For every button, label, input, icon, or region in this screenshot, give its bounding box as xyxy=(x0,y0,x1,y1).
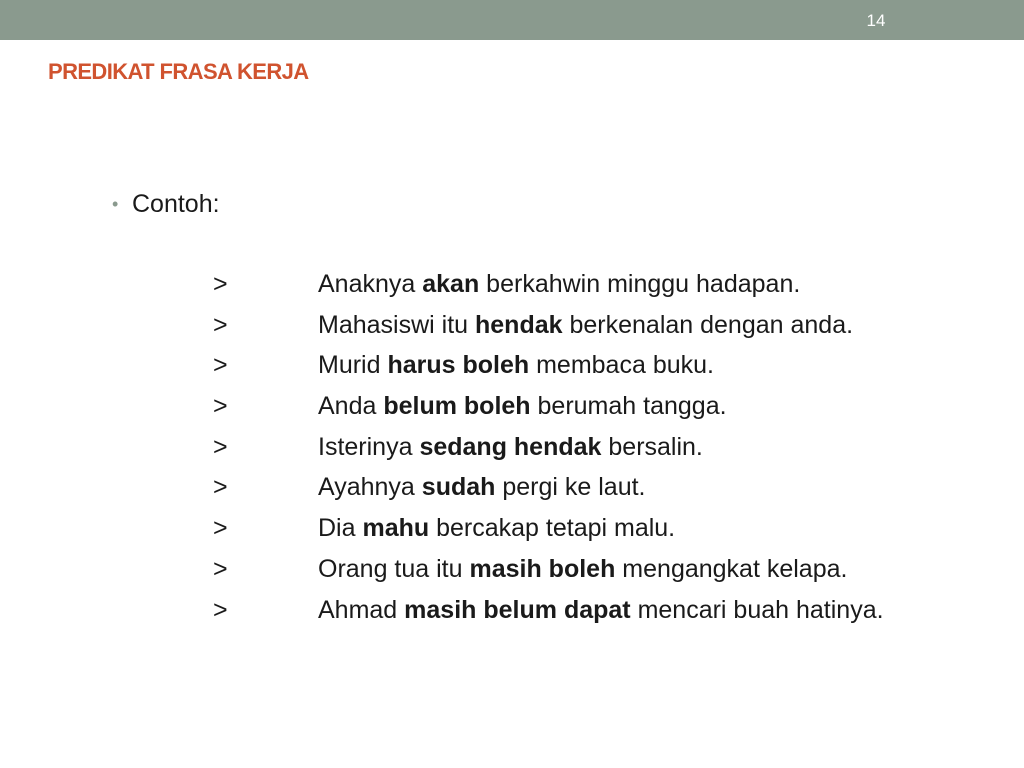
example-row-7 xyxy=(0,512,1024,553)
example-list xyxy=(0,268,1024,634)
example-sentence xyxy=(318,309,853,341)
arrow-marker: > xyxy=(213,392,228,421)
verb-phrase-aux: sedang hendak xyxy=(419,432,602,461)
sentence-after: mengangkat kelapa. xyxy=(615,554,848,583)
arrow-marker: > xyxy=(213,595,228,624)
example-sentence xyxy=(318,390,727,422)
sentence-after: pergi ke laut. xyxy=(495,473,646,502)
sentence-after: berkahwin minggu hadapan. xyxy=(479,270,801,298)
sentence-before: Anda xyxy=(318,392,384,421)
bullet-icon: • xyxy=(112,194,119,214)
verb-phrase-aux: hendak xyxy=(475,310,563,339)
example-sentence xyxy=(318,471,646,503)
example-row-3 xyxy=(0,349,1024,390)
sentence-before: Dia xyxy=(318,514,363,543)
verb-phrase-aux: mahu xyxy=(362,514,430,543)
example-row-9 xyxy=(0,594,1024,635)
bullet-item-contoh xyxy=(112,188,220,220)
example-row-8 xyxy=(0,553,1024,594)
verb-phrase-aux: sudah xyxy=(421,473,496,502)
arrow-marker: > xyxy=(213,514,228,543)
verb-phrase-aux: masih boleh xyxy=(469,554,616,583)
sentence-before: Murid xyxy=(318,351,388,380)
arrow-marker: > xyxy=(213,270,228,298)
sentence-before: Ahmad xyxy=(318,595,405,624)
arrow-marker: > xyxy=(213,351,228,380)
verb-phrase-aux: harus boleh xyxy=(387,351,530,380)
sentence-after: berumah tangga. xyxy=(530,392,727,421)
sentence-before: Isterinya xyxy=(318,432,420,461)
sentence-after: membaca buku. xyxy=(529,351,714,380)
sentence-after: berkenalan dengan anda. xyxy=(562,310,854,339)
example-sentence xyxy=(318,349,714,381)
slide-number: 14 xyxy=(866,11,886,30)
bullet-label: Contoh: xyxy=(132,190,220,218)
slide-title: PREDIKAT FRASA KERJA xyxy=(48,59,309,84)
verb-phrase-aux: masih belum dapat xyxy=(404,595,631,624)
sentence-before: Mahasiswi itu xyxy=(318,310,475,339)
example-sentence xyxy=(318,594,884,626)
example-sentence xyxy=(318,431,703,463)
sentence-after: mencari buah hatinya. xyxy=(630,595,884,624)
example-sentence xyxy=(318,268,800,300)
sentence-before: Orang tua itu xyxy=(318,554,470,583)
example-row-2 xyxy=(0,309,1024,350)
arrow-marker: > xyxy=(213,310,228,339)
slide-header-bar xyxy=(0,0,1024,40)
sentence-after: bersalin. xyxy=(601,432,703,461)
verb-phrase-aux: belum boleh xyxy=(383,392,531,421)
sentence-before: Anaknya xyxy=(318,270,423,298)
arrow-marker: > xyxy=(213,554,228,583)
example-sentence xyxy=(318,512,675,544)
example-row-1 xyxy=(0,268,1024,309)
example-row-6 xyxy=(0,471,1024,512)
arrow-marker: > xyxy=(213,432,228,461)
sentence-after: bercakap tetapi malu. xyxy=(429,514,676,543)
arrow-marker: > xyxy=(213,473,228,502)
example-row-5 xyxy=(0,431,1024,472)
example-row-4 xyxy=(0,390,1024,431)
verb-phrase-aux: akan xyxy=(422,270,480,298)
example-sentence xyxy=(318,553,847,585)
sentence-before: Ayahnya xyxy=(318,473,422,502)
